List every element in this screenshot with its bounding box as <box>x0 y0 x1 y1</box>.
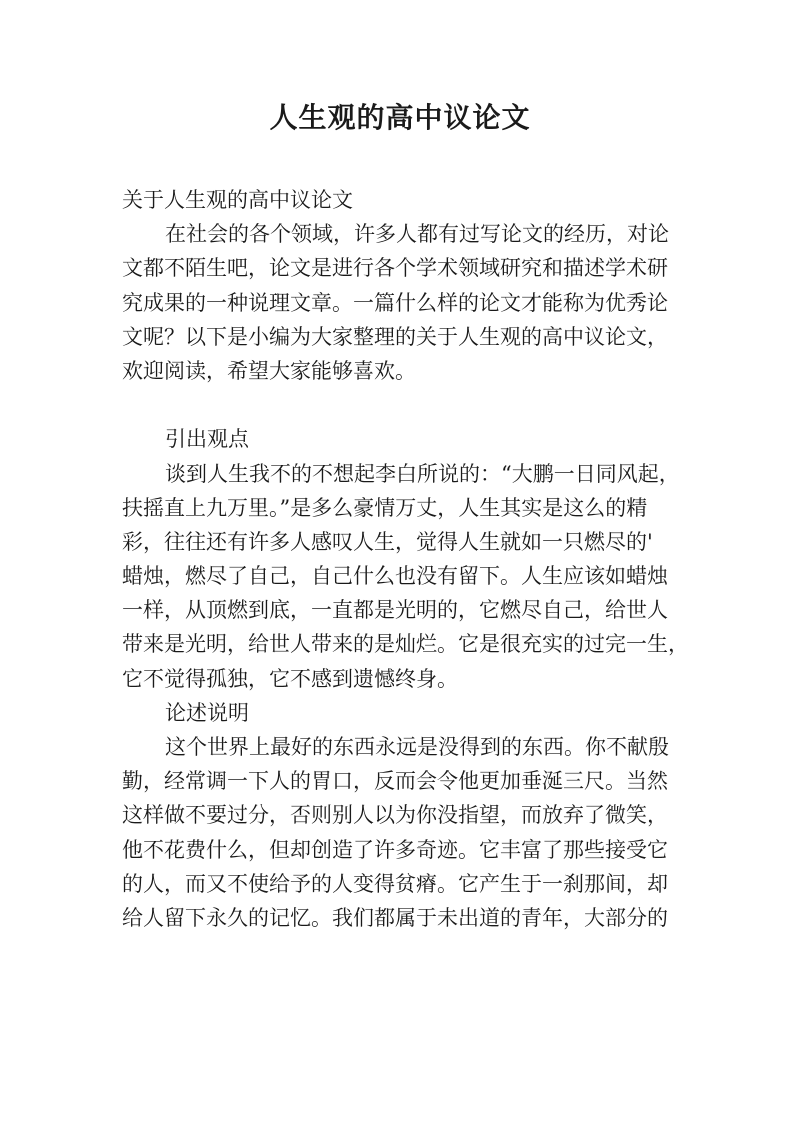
blank-line <box>122 388 692 422</box>
paragraph-line: 欢迎阅读，希望大家能够喜欢。 <box>122 358 416 383</box>
paragraph-line: 谈到人生我不的不想起李白所说的：“大鹏一日同风起， <box>165 461 680 486</box>
paragraph-line: 究成果的一种说理文章。一篇什么样的论文才能称为优秀论 <box>122 290 668 315</box>
paragraph-line: 他不花费什么，但却创造了许多奇迹。它丰富了那些接受它 <box>122 837 668 862</box>
paragraph-line: 勤，经常调一下人的胃口，反而会令他更加垂涎三尺。当然 <box>122 769 668 794</box>
paragraph-line: 给人留下永久的记忆。我们都属于未出道的青年，大部分的 <box>122 905 668 930</box>
document-title: 人生观的高中议论文 <box>269 101 531 134</box>
section-paragraph-argument <box>122 730 692 935</box>
paragraph-line: 它不觉得孤独，它不感到遗憾终身。 <box>122 666 458 691</box>
section-heading-viewpoint: 引出观点 <box>165 427 249 452</box>
paragraph-line: 文呢？以下是小编为大家整理的关于人生观的高中议论文， <box>122 324 668 349</box>
paragraph-line: 扶摇直上九万里。”是多么豪情万丈，人生其实是这么的精 <box>122 495 648 520</box>
document-subtitle: 关于人生观的高中议论文 <box>122 188 353 212</box>
paragraph-line: 这个世界上最好的东西永远是没得到的东西。你不献殷 <box>165 735 669 759</box>
intro-paragraph <box>122 217 692 388</box>
paragraph-line: 文都不陌生吧，论文是进行各个学术领域研究和描述学术研 <box>122 256 668 281</box>
paragraph-line: 彩，往往还有许多人感叹人生，觉得人生就如一只燃尽的' <box>122 529 653 554</box>
paragraph-line: 蜡烛，燃尽了自己，自己什么也没有留下。人生应该如蜡烛 <box>122 564 668 589</box>
paragraph-line: 一样，从顶燃到底，一直都是光明的，它燃尽自己，给世人 <box>122 598 668 623</box>
paragraph-line: 带来是光明，给世人带来的是灿烂。它是很充实的过完一生， <box>122 632 689 657</box>
paragraph-line: 这样做不要过分，否则别人以为你没指望，而放弃了微笑， <box>122 803 668 828</box>
document-body <box>122 183 692 935</box>
section-heading-argument: 论述说明 <box>165 700 249 725</box>
section-paragraph-viewpoint <box>122 457 692 696</box>
paragraph-line: 的人，而又不使给予的人变得贫瘠。它产生于一刹那间，却 <box>122 871 668 896</box>
paragraph-line: 在社会的各个领域，许多人都有过写论文的经历，对论 <box>165 222 669 247</box>
